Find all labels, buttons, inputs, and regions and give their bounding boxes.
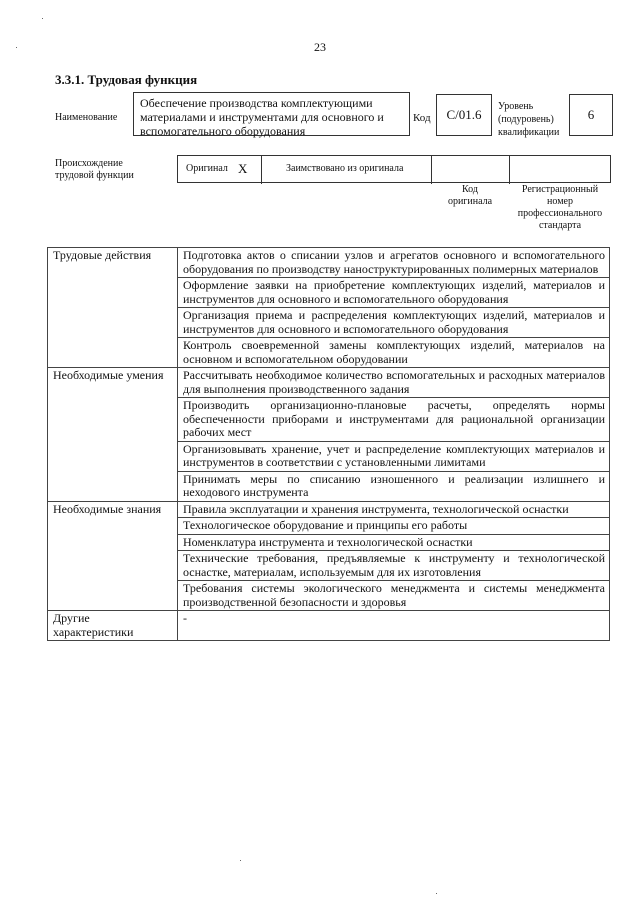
caption-line: стандарта (538, 220, 582, 231)
original-code-cell (432, 156, 510, 184)
level-label-line: (подуровень) (498, 114, 554, 125)
table-row (48, 368, 610, 398)
code-label: Код (413, 112, 431, 124)
caption-line: профессионального (517, 208, 603, 219)
original-label: Оригинал (186, 163, 228, 174)
code-value-box: С/01.6 (436, 94, 492, 136)
caption-line: Код (462, 184, 478, 195)
function-details-table (47, 247, 610, 641)
table-row (48, 248, 610, 278)
origin-row (177, 155, 611, 183)
list-item: Организация приема и распределения комплектующих изделий, материалов и инструментов для основного и вспомогательного оборудования (178, 308, 610, 338)
table-row (48, 611, 610, 641)
level-value-box: 6 (569, 94, 613, 136)
name-label: Наименование (55, 112, 118, 123)
list-item: Правила эксплуатации и хранения инструмента, технологической оснастки (178, 501, 610, 518)
level-label-line: Уровень (498, 101, 534, 112)
caption-line: номер (547, 196, 573, 207)
list-item: Технические требования, предъявляемые к инструменту и технологической оснастке, материалам, используемым для их изготовления (178, 551, 610, 581)
list-item: Рассчитывать необходимое количество вспомогательных и расходных материалов для выполнения производственного задания (178, 368, 610, 398)
table-row (48, 501, 610, 518)
origin-label (55, 158, 134, 182)
list-item: - (178, 611, 610, 641)
level-label-line: квалификации (498, 127, 560, 138)
section-label-other: Другие характеристики (48, 611, 178, 641)
borrowed-label: Заимствовано из оригинала (286, 163, 404, 174)
function-name-box: Обеспечение производства комплектующими материалами и инструментами для основного и вспомогательного оборудования (133, 92, 410, 136)
caption-line: Регистрационный (521, 184, 599, 195)
section-label-actions: Трудовые действия (48, 248, 178, 368)
section-label-knowledge: Необходимые знания (48, 501, 178, 611)
list-item: Оформление заявки на приобретение комплектующих изделий, материалов и инструментов для основного и вспомогательного оборудования (178, 278, 610, 308)
list-item: Подготовка актов о списании узлов и агрегатов основного и вспомогательного оборудования по производству наноструктурированных полимерных материалов (178, 248, 610, 278)
section-label-skills: Необходимые умения (48, 368, 178, 502)
list-item: Номенклатура инструмента и технологической оснастки (178, 534, 610, 551)
caption-registration-number (510, 184, 610, 232)
list-item: Технологическое оборудование и принципы его работы (178, 518, 610, 535)
list-item: Требования системы экологического менеджмента и системы менеджмента производственной безопасности и здоровья (178, 581, 610, 611)
section-title: 3.3.1. Трудовая функция (55, 72, 198, 87)
level-label (498, 100, 559, 139)
scan-mark (240, 860, 241, 861)
list-item: Организовывать хранение, учет и распределение комплектующих материалов и инструментов в соответствии с установленными лимитами (178, 441, 610, 471)
caption-original-code (432, 184, 508, 208)
origin-label-line: трудовой функции (55, 170, 134, 181)
list-item: Производить организационно-плановые расчеты, определять нормы обеспеченности приборами и инструментами для рациональной организации рабочих мест (178, 398, 610, 442)
original-mark: X (238, 161, 248, 176)
page-number: 23 (314, 40, 326, 54)
origin-label-line: Происхождение (55, 158, 123, 169)
scan-mark (42, 18, 43, 19)
list-item: Контроль своевременной замены комплектующих изделий, материалов на основном и вспомогательном оборудовании (178, 338, 610, 368)
original-cell (178, 156, 262, 184)
scan-mark (436, 893, 437, 894)
caption-line: оригинала (447, 196, 493, 207)
borrowed-cell (262, 156, 432, 184)
list-item: Принимать меры по списанию изношенного и реализации излишнего и неходового инструмента (178, 471, 610, 501)
